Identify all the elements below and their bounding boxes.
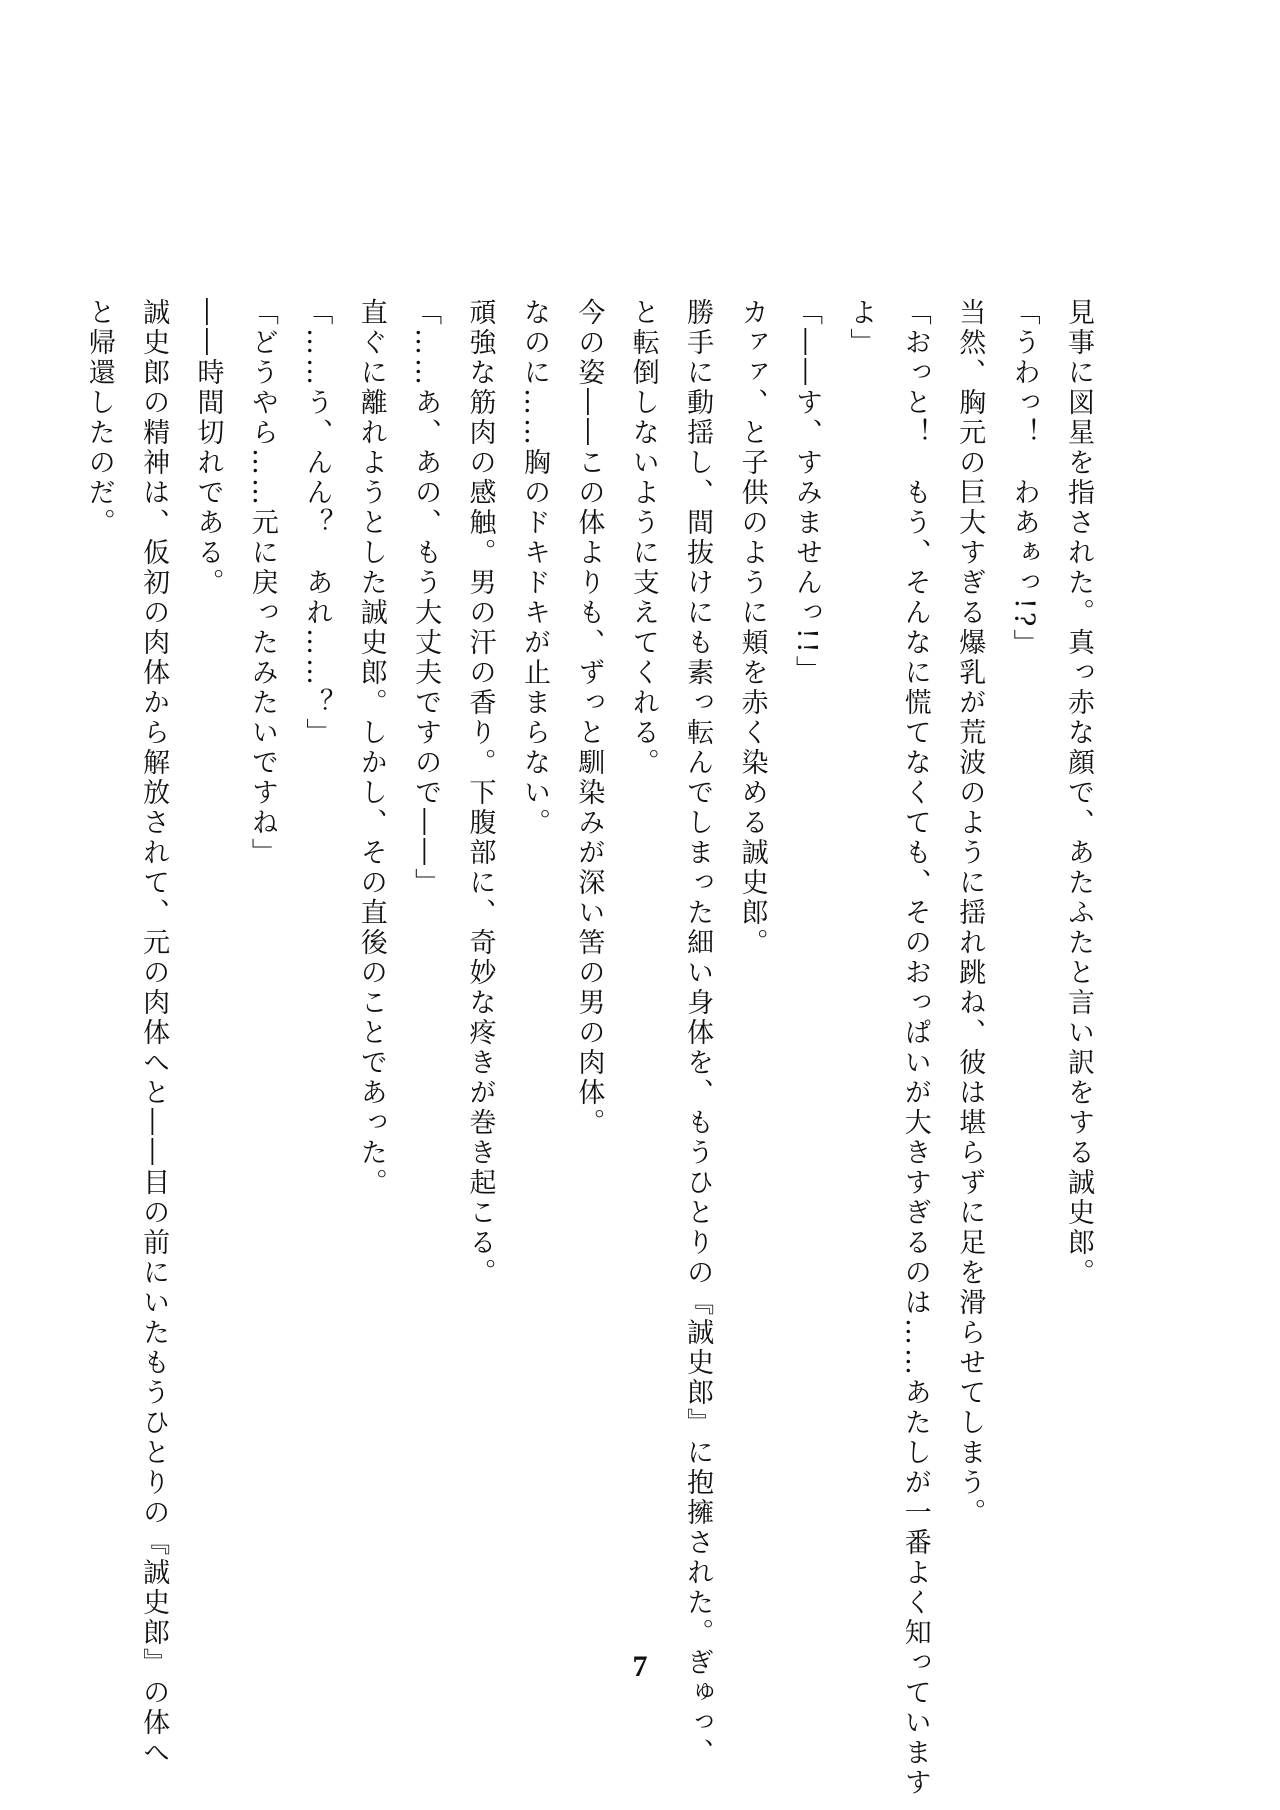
vertical-text-body (71, 298, 1105, 1798)
text-line: と帰還したのだ。 (83, 298, 115, 538)
text-line: 当然、胸元の巨大すぎる爆乳が荒波のように揺れ跳ね、彼は堪らずに足を滑らせてしまう。 (954, 298, 986, 1528)
text-line: よ」 (845, 298, 877, 358)
text-line: 「うわっ！ わあぁっ!?」 (1008, 298, 1040, 660)
text-line: 見事に図星を指された。真っ赤な顔で、あたふたと言い訳をする誠史郎。 (1063, 298, 1094, 1288)
text-line: 誠史郎の精神は、仮初の肉体から解放されて、元の肉体へと――目の前にいたもうひとりの『誠史郎』の体へ (138, 298, 170, 1768)
page-number: 7 (632, 1650, 648, 1683)
text-line: と転倒しないように支えてくれる。 (627, 298, 659, 778)
text-line: 直ぐに離れようとした誠史郎。しかし、その直後のことであった。 (355, 298, 387, 1198)
text-line: ――時間切れである。 (192, 298, 224, 598)
text-line: 「――す、すみませんっ!!」 (790, 298, 822, 686)
text-line: 今の姿――この体よりも、ずっと馴染みが深い筈の男の肉体。 (573, 298, 605, 1138)
text-line: カァァ、と子供のように頬を赤く染める誠史郎。 (736, 298, 768, 958)
text-line: 頑強な筋肉の感触。男の汗の香り。下腹部に、奇妙な疼きが巻き起こる。 (464, 298, 496, 1288)
text-line: 「……う、んん？ あれ……？」 (301, 298, 333, 748)
text-line: なのに……胸のドキドキが止まらない。 (518, 298, 550, 838)
text-line: 「……あ、あの、もう大丈夫ですので――」 (410, 298, 442, 898)
text-line: 勝手に動揺し、間抜けにも素っ転んでしまった細い身体を、もうひとりの『誠史郎』に抱擁された。ぎゅっ、 (682, 298, 714, 1768)
text-line: 「おっと！ もう、そんなに慌てなくても、そのおっぱいが大きすぎるのは……あたしが一番よく知っています (899, 298, 931, 1798)
text-line: 「どうやら……元に戻ったみたいですね」 (246, 298, 278, 868)
